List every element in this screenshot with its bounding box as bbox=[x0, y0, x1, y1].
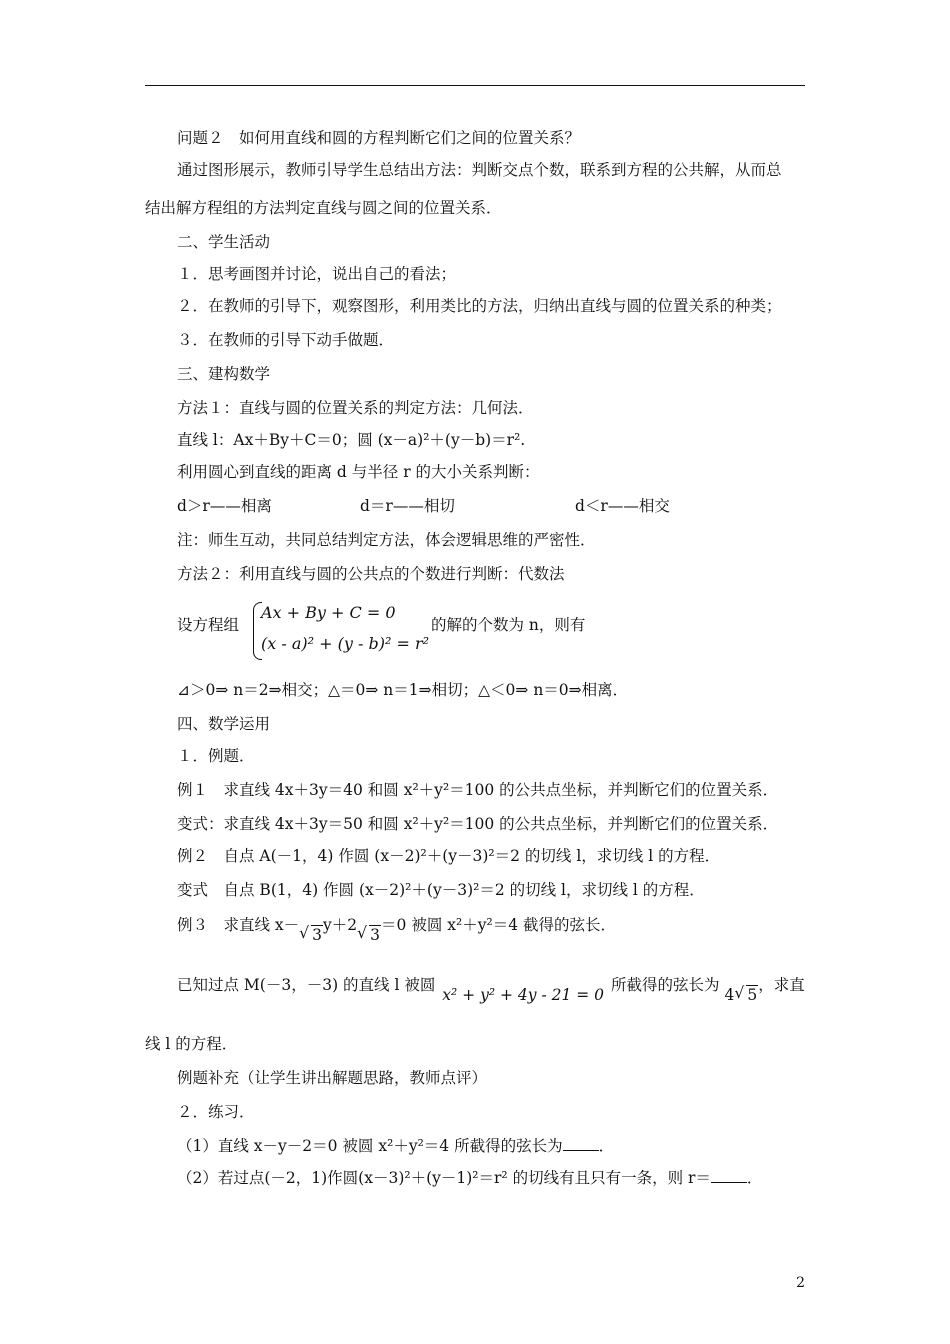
known-problem-start: 已知过点 M(－3，－3) 的直线 l 被圆 bbox=[177, 976, 436, 994]
answer-blank-1 bbox=[563, 1136, 599, 1151]
exercises-heading: ２．练习． bbox=[177, 1103, 255, 1121]
method-1: 方法１：直线与圆的位置关系的判定方法：几何法． bbox=[177, 399, 534, 417]
known-problem-continued: 线 l 的方程． bbox=[145, 1035, 238, 1053]
example-3-end: ＝0 被圆 x²＋y²＝4 截得的弦长． bbox=[381, 916, 616, 934]
example-3-start: 例３ 求直线 x－ bbox=[177, 916, 300, 934]
section-construct-math: 三、建构数学 bbox=[177, 365, 271, 383]
method-1-criterion: 利用圆心到直线的距离 d 与半径 r 的大小关系判断： bbox=[177, 463, 540, 481]
sqrt-3-a: √ 3 bbox=[301, 924, 323, 946]
page-number: 2 bbox=[796, 1275, 805, 1291]
example-supplement: 例题补充（让学生讲出解题思路，教师点评） bbox=[177, 1069, 488, 1087]
paragraph-line-1: 通过图形展示，教师引导学生总结出方法：判断交点个数，联系到方程的公共解，从而总 bbox=[177, 161, 782, 179]
sqrt-3-b: √ 3 bbox=[359, 924, 381, 946]
discriminant-rule: ⊿＞0⇒ n＝2⇒相交；△＝0⇒ n＝1⇒相切；△＜0⇒ n＝0⇒相离． bbox=[177, 681, 629, 699]
answer-blank-2 bbox=[711, 1168, 747, 1183]
case-separate: d＞r——相离 bbox=[177, 497, 272, 515]
variant-1: 变式：求直线 4x＋3y＝50 和圆 x²＋y²＝100 的公共点坐标，并判断它们的位置关系． bbox=[177, 815, 779, 833]
system-equation-line: Ax + By + C = 0 bbox=[261, 603, 396, 622]
exercise-1: （1）直线 x－y－2＝0 被圆 x²＋y²＝4 所截得的弦长为 ． bbox=[177, 1137, 615, 1155]
activity-2: ２．在教师的引导下，观察图形，利用类比的方法，归纳出直线与圆的位置关系的种类； bbox=[177, 297, 782, 315]
case-tangent: d＝r——相切 bbox=[360, 497, 455, 515]
paragraph-line-2: 结出解方程组的方法判定直线与圆之间的位置关系． bbox=[145, 199, 502, 217]
examples-heading: １．例题． bbox=[177, 747, 255, 765]
example-3-middle: y＋2 bbox=[323, 916, 358, 934]
section-math-application: 四、数学运用 bbox=[177, 715, 271, 733]
system-label: 设方程组 bbox=[177, 616, 240, 634]
note: 注：师生互动，共同总结判定方法，体会逻辑思维的严密性． bbox=[177, 531, 596, 549]
section-student-activity: 二、学生活动 bbox=[177, 233, 271, 251]
example-3 bbox=[177, 914, 616, 944]
header-rule bbox=[145, 85, 805, 86]
known-problem-end: ，求直 bbox=[758, 976, 805, 994]
variant-2: 变式 自点 B(1，4) 作圆 (x－2)²＋(y－3)²＝2 的切线 l，求切线 l 的方程． bbox=[177, 881, 705, 899]
question-2: 问题２ 如何用直线和圆的方程判断它们之间的位置关系？ bbox=[177, 129, 581, 147]
example-1: 例１ 求直线 4x＋3y＝40 和圆 x²＋y²＝100 的公共点坐标，并判断它们的位置关系． bbox=[177, 781, 779, 799]
system-equation-circle: (x - a)² + (y - b)² = r² bbox=[261, 634, 430, 653]
example-2: 例２ 自点 A(－1，4) 作圆 (x－2)²＋(y－3)²＝2 的切线 l，求切线 l 的方程． bbox=[177, 847, 721, 865]
case-intersect: d＜r——相交 bbox=[575, 497, 670, 515]
activity-1: １．思考画图并讨论，说出自己的看法； bbox=[177, 265, 457, 283]
method-1-equation: 直线 l：Ax＋By＋C＝0；圆 (x－a)²＋(y－b)＝r². bbox=[177, 431, 526, 449]
method-2: 方法２：利用直线与圆的公共点的个数进行判断：代数法 bbox=[177, 565, 565, 583]
circle-equation: x² + y² + 4y - 21 = 0 bbox=[442, 986, 605, 1004]
exercise-2: （2）若过点(－2，1)作圆(x－3)²＋(y－1)²＝r² 的切线有且只有一条，则 r＝ ． bbox=[177, 1169, 763, 1187]
equation-system bbox=[177, 600, 637, 660]
activity-3: ３．在教师的引导下动手做题． bbox=[177, 331, 395, 349]
known-problem-middle: 所截得的弦长为 bbox=[610, 976, 720, 994]
system-solution-count: 的解的个数为 n，则有 bbox=[431, 616, 586, 634]
chord-length: 4√ 5 bbox=[724, 986, 758, 1004]
known-problem bbox=[177, 974, 805, 1004]
